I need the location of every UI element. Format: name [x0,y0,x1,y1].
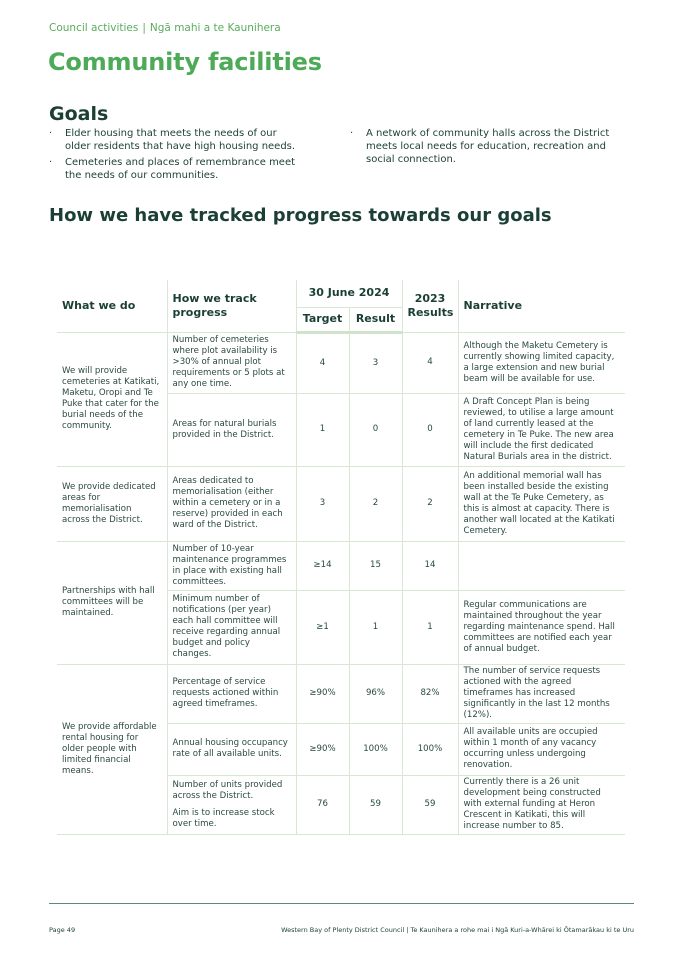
breadcrumb-maori: Ngā mahi a te Kaunihera [149,22,281,34]
header-what: What we do [57,280,167,332]
result-2023-cell: 14 [402,541,458,590]
target-cell: 76 [296,775,349,834]
goals-list-right [350,127,615,169]
header-period: 30 June 2024 [296,280,402,307]
breadcrumb-section: Council activities [49,22,139,34]
goal-item: · Cemeteries and places of remembrance meet the needs of our communities. [49,156,304,182]
how-cell: Areas for natural burials provided in the District. [167,393,296,466]
breadcrumb-separator: | [142,22,146,34]
header-2023-results: 2023 Results [402,280,458,332]
how-cell: Percentage of service requests actioned within agreed timeframes. [167,664,296,723]
target-cell: 4 [296,332,349,393]
what-cell: We provide dedicated areas for memorialisation across the District. [57,466,167,541]
result-cell: 100% [349,723,402,775]
progress-heading: How we have tracked progress towards our goals [49,205,552,226]
result-2023-cell: 2 [402,466,458,541]
goals-heading: Goals [49,103,109,125]
result-2023-cell: 4 [402,332,458,393]
what-cell: We will provide cemeteries at Katikati, Maketu, Oropi and Te Puke that cater for the burial needs of the community. [57,332,167,466]
how-cell: Number of 10-year maintenance programmes in place with existing hall committees. [167,541,296,590]
narrative-cell: Although the Maketu Cemetery is currently showing limited capacity, a large extension and new burial beam will be available for use. [458,332,625,393]
result-2023-cell: 100% [402,723,458,775]
result-cell: 15 [349,541,402,590]
goals-list-left [49,127,304,185]
how-note: Aim is to increase stock over time. [172,807,275,829]
how-cell: Minimum number of notifications (per year) each hall committee will receive regarding annual budget and policy changes. [167,590,296,664]
table-row [57,664,625,723]
how-cell: Annual housing occupancy rate of all available units. [167,723,296,775]
what-cell: We provide affordable rental housing for older people with limited financial means. [57,664,167,834]
narrative-cell: Currently there is a 26 unit development being constructed with external funding at Heron Crescent in Katikati, this will increase number to 85. [458,775,625,834]
narrative-cell [458,541,625,590]
narrative-cell: Regular communications are maintained throughout the year regarding maintenance spend. Hall committees are notified each year of annual budget. [458,590,625,664]
result-cell: 2 [349,466,402,541]
result-cell: 3 [349,332,402,393]
page-title: Community facilities [48,48,322,76]
header-narrative: Narrative [458,280,625,332]
footer-page-number: Page 49 [49,926,76,934]
result-2023-cell: 0 [402,393,458,466]
how-cell: Number of cemeteries where plot availability is >30% of annual plot requirements or 5 plots at any one time. [167,332,296,393]
result-2023-cell: 82% [402,664,458,723]
breadcrumb [49,22,281,34]
table-row [57,541,625,590]
header-result: Result [349,307,402,332]
narrative-cell: A Draft Concept Plan is being reviewed, to utilise a large amount of land currently leased at the cemetery in Te Puke. The new area will include the first dedicated Natural Burials area in the district. [458,393,625,466]
target-cell: 3 [296,466,349,541]
result-cell: 1 [349,590,402,664]
result-cell: 59 [349,775,402,834]
target-cell: ≥14 [296,541,349,590]
footer-divider [49,903,634,904]
footer-organisation: Western Bay of Plenty District Council | Te Kaunihera a rohe mai i Ngā Kuri-a-Whārei ki Ōtamarākau ki te Uru [281,926,634,934]
target-cell: ≥90% [296,723,349,775]
narrative-cell: An additional memorial wall has been installed beside the existing wall at the Te Puke Cemetery, as this is almost at capacity. There is another wall located at the Katikati Cemetery. [458,466,625,541]
table-row [57,466,625,541]
result-cell: 96% [349,664,402,723]
narrative-cell: The number of service requests actioned with the agreed timeframes has increased significantly in the last 12 months (12%). [458,664,625,723]
how-cell: Areas dedicated to memorialisation (either within a cemetery or in a reserve) provided in each ward of the District. [167,466,296,541]
goal-item: · Elder housing that meets the needs of our older residents that have high housing needs. [49,127,304,153]
target-cell: ≥90% [296,664,349,723]
result-2023-cell: 59 [402,775,458,834]
progress-table [57,280,625,835]
narrative-cell: All available units are occupied within 1 month of any vacancy occurring unless undergoing renovation. [458,723,625,775]
target-cell: 1 [296,393,349,466]
table-row [57,332,625,393]
how-cell [167,775,296,834]
result-2023-cell: 1 [402,590,458,664]
header-target: Target [296,307,349,332]
what-cell: Partnerships with hall committees will be maintained. [57,541,167,664]
result-cell: 0 [349,393,402,466]
how-text: Number of units provided across the District. [172,779,283,801]
header-how: How we track progress [167,280,296,332]
target-cell: ≥1 [296,590,349,664]
goal-item: · A network of community halls across the District meets local needs for education, recreation and social connection. [350,127,615,166]
